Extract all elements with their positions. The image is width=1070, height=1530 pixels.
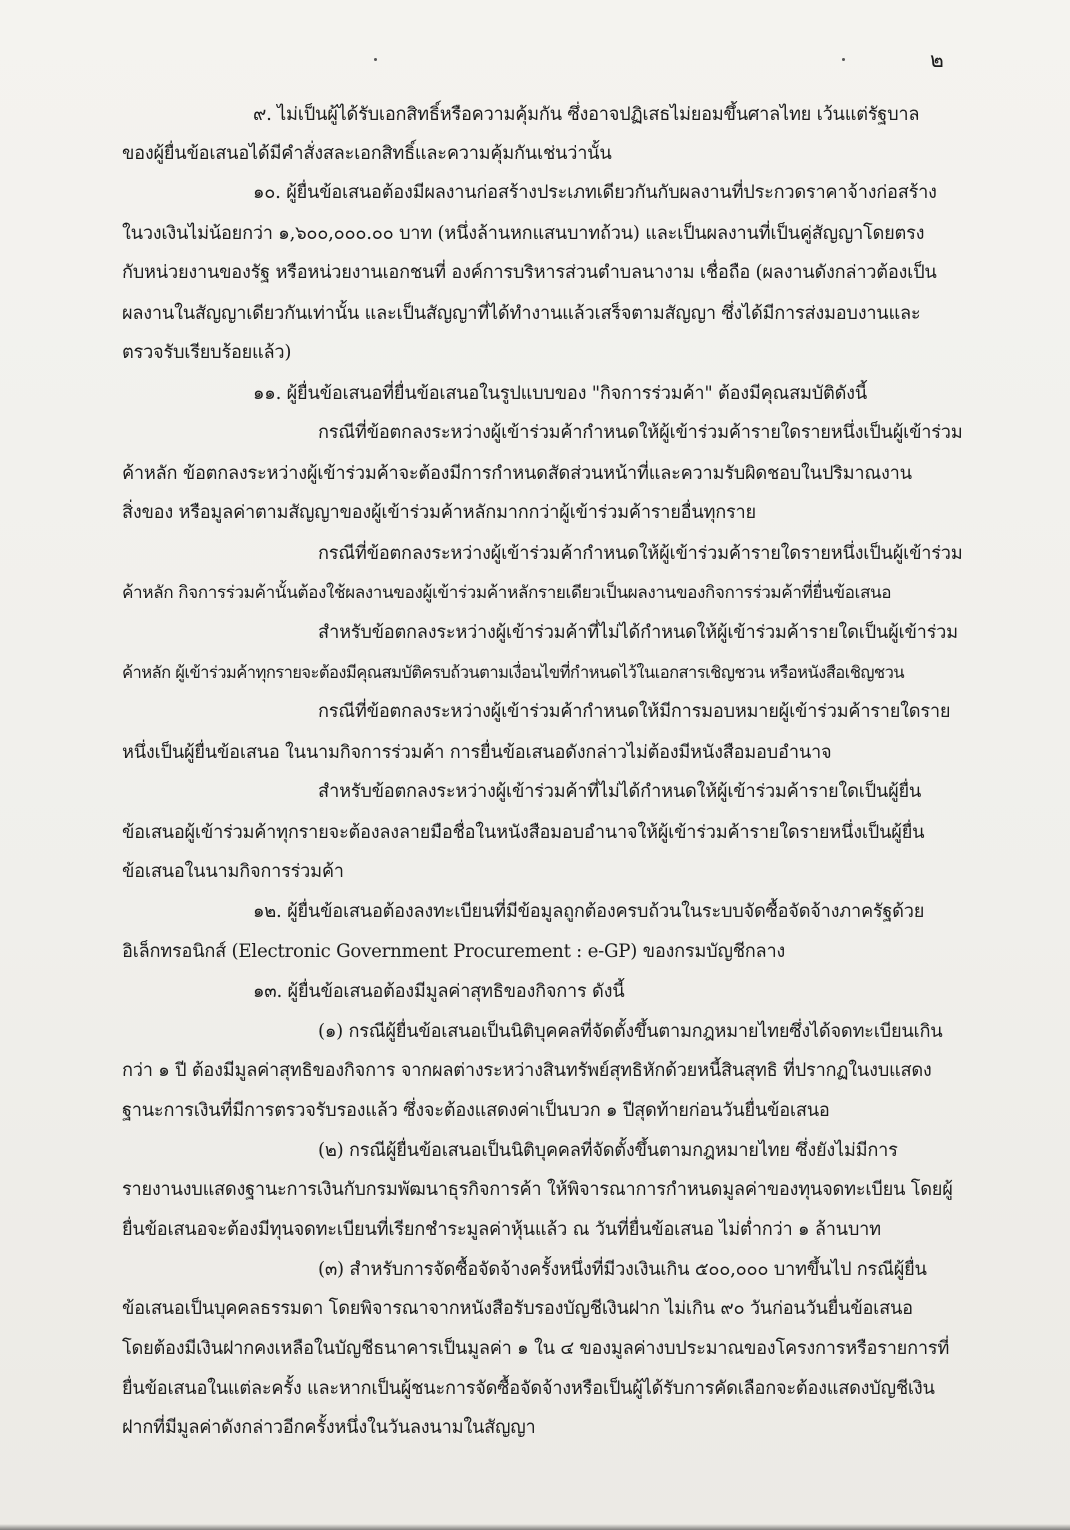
text-line: ค้าหลัก กิจการร่วมค้านั้นต้องใช้ผลงานของผู้เข้าร่วมค้าหลักรายเดียวเป็นผลงานของกิจการร่วมค้าที่ยื่นข้อเสนอ [122, 583, 892, 603]
text-line: สิ่งของ หรือมูลค่าตามสัญญาของผู้เข้าร่วมค้าหลักมากกว่าผู้เข้าร่วมค้ารายอื่นทุกราย [122, 502, 756, 523]
text-line: ๑๓. ผู้ยื่นข้อเสนอต้องมีมูลค่าสุทธิของกิจการ ดังนี้ [253, 981, 625, 1002]
text-line: กรณีที่ข้อตกลงระหว่างผู้เข้าร่วมค้ากำหนดให้มีการมอบหมายผู้เข้าร่วมค้ารายใดราย [318, 701, 951, 722]
text-line: กรณีที่ข้อตกลงระหว่างผู้เข้าร่วมค้ากำหนดให้ผู้เข้าร่วมค้ารายใดรายหนึ่งเป็นผู้เข้าร่วม [318, 543, 963, 564]
text-line: กรณีที่ข้อตกลงระหว่างผู้เข้าร่วมค้ากำหนดให้ผู้เข้าร่วมค้ารายใดรายหนึ่งเป็นผู้เข้าร่วม [318, 422, 963, 443]
text-line: ๑๑. ผู้ยื่นข้อเสนอที่ยื่นข้อเสนอในรูปแบบของ "กิจการร่วมค้า" ต้องมีคุณสมบัติดังนี้ [253, 383, 867, 404]
text-line: หนึ่งเป็นผู้ยื่นข้อเสนอ ในนามกิจการร่วมค้า การยื่นข้อเสนอดังกล่าวไม่ต้องมีหนังสือมอบอำนาจ [122, 742, 832, 763]
text-line: รายงานงบแสดงฐานะการเงินกับกรมพัฒนาธุรกิจการค้า ให้พิจารณาการกำหนดมูลค่าของทุนจดทะเบียน โดยผู้ [122, 1179, 953, 1200]
text-line: (๒) กรณีผู้ยื่นข้อเสนอเป็นนิติบุคคลที่จัดตั้งขึ้นตามกฎหมายไทย ซึ่งยังไม่มีการ [318, 1140, 898, 1161]
text-line: (๓) สำหรับการจัดซื้อจัดจ้างครั้งหนึ่งที่มีวงเงินเกิน ๕๐๐,๐๐๐ บาทขึ้นไป กรณีผู้ยื่น [318, 1259, 927, 1280]
text-line: ฐานะการเงินที่มีการตรวจรับรองแล้ว ซึ่งจะต้องแสดงค่าเป็นบวก ๑ ปีสุดท้ายก่อนวันยื่นข้อเสนอ [122, 1100, 830, 1121]
text-line: สำหรับข้อตกลงระหว่างผู้เข้าร่วมค้าที่ไม่ได้กำหนดให้ผู้เข้าร่วมค้ารายใดเป็นผู้ยื่น [318, 781, 922, 802]
text-line: (๑) กรณีผู้ยื่นข้อเสนอเป็นนิติบุคคลที่จัดตั้งขึ้นตามกฎหมายไทยซึ่งได้จดทะเบียนเกิน [318, 1021, 943, 1042]
text-line: ผลงานในสัญญาเดียวกันเท่านั้น และเป็นสัญญาที่ได้ทำงานแล้วเสร็จตามสัญญา ซึ่งได้มีการส่งมอบงานและ [122, 303, 921, 324]
text-line: ยื่นข้อเสนอในแต่ละครั้ง และหากเป็นผู้ชนะการจัดซื้อจัดจ้างหรือเป็นผู้ได้รับการคัดเลือกจะต้องแสดงบัญชีเงิน [122, 1378, 935, 1399]
text-line: ในวงเงินไม่น้อยกว่า ๑,๖๐๐,๐๐๐.๐๐ บาท (หนึ่งล้านหกแสนบาทถ้วน) และเป็นผลงานที่เป็นคู่สัญญาโดยตรง [122, 223, 925, 244]
text-line: ข้อเสนอเป็นบุคคลธรรมดา โดยพิจารณาจากหนังสือรับรองบัญชีเงินฝาก ไม่เกิน ๙๐ วันก่อนวันยื่นข้อเสนอ [122, 1298, 913, 1319]
text-line: ค้าหลัก ผู้เข้าร่วมค้าทุกรายจะต้องมีคุณสมบัติครบถ้วนตามเงื่อนไขที่กำหนดไว้ในเอกสารเชิญชวน หรือหนังสือเชิญชวน [122, 663, 905, 682]
text-line: ตรวจรับเรียบร้อยแล้ว) [122, 342, 292, 363]
scan-speck [374, 58, 377, 61]
scan-edge-shadow [0, 1524, 1070, 1530]
page-number: ๒ [930, 48, 945, 72]
text-line: กว่า ๑ ปี ต้องมีมูลค่าสุทธิของกิจการ จากผลต่างระหว่างสินทรัพย์สุทธิหักด้วยหนี้สินสุทธิ ที่ปรากฏในงบแสดง [122, 1060, 932, 1081]
text-line: ๑๒. ผู้ยื่นข้อเสนอต้องลงทะเบียนที่มีข้อมูลถูกต้องครบถ้วนในระบบจัดซื้อจัดจ้างภาครัฐด้วย [253, 901, 925, 922]
text-line: สำหรับข้อตกลงระหว่างผู้เข้าร่วมค้าที่ไม่ได้กำหนดให้ผู้เข้าร่วมค้ารายใดเป็นผู้เข้าร่วม [318, 622, 958, 643]
text-line: ๑๐. ผู้ยื่นข้อเสนอต้องมีผลงานก่อสร้างประเภทเดียวกันกับผลงานที่ประกวดราคาจ้างก่อสร้าง [253, 182, 937, 203]
text-line: โดยต้องมีเงินฝากคงเหลือในบัญชีธนาคารเป็นมูลค่า ๑ ใน ๔ ของมูลค่างบประมาณของโครงการหรือรายการที่ [122, 1338, 950, 1359]
text-line: ของผู้ยื่นข้อเสนอได้มีคำสั่งสละเอกสิทธิ์และความคุ้มกันเช่นว่านั้น [122, 143, 612, 164]
scan-speck [842, 58, 845, 61]
text-line: ยื่นข้อเสนอจะต้องมีทุนจดทะเบียนที่เรียกชำระมูลค่าหุ้นแล้ว ณ วันที่ยื่นข้อเสนอ ไม่ต่ำกว่า ๑ ล้านบาท [122, 1219, 881, 1240]
text-line: ข้อเสนอผู้เข้าร่วมค้าทุกรายจะต้องลงลายมือชื่อในหนังสือมอบอำนาจให้ผู้เข้าร่วมค้ารายใดรายหนึ่งเป็นผู้ยื่น [122, 822, 925, 843]
text-line: ๙. ไม่เป็นผู้ได้รับเอกสิทธิ์หรือความคุ้มกัน ซึ่งอาจปฏิเสธไม่ยอมขึ้นศาลไทย เว้นแต่รัฐบาล [253, 104, 920, 125]
text-line: กับหน่วยงานของรัฐ หรือหน่วยงานเอกชนที่ องค์การบริหารส่วนตำบลนางาม เชื่อถือ (ผลงานดังกล่าวต้องเป็น [122, 262, 937, 283]
text-line: อิเล็กทรอนิกส์ (Electronic Government Procurement : e-GP) ของกรมบัญชีกลาง [122, 941, 786, 962]
text-line: ค้าหลัก ข้อตกลงระหว่างผู้เข้าร่วมค้าจะต้องมีการกำหนดสัดส่วนหน้าที่และความรับผิดชอบในปริมาณงาน [122, 463, 912, 484]
text-line: ข้อเสนอในนามกิจการร่วมค้า [122, 861, 344, 882]
text-line: ฝากที่มีมูลค่าดังกล่าวอีกครั้งหนึ่งในวันลงนามในสัญญา [122, 1417, 536, 1438]
